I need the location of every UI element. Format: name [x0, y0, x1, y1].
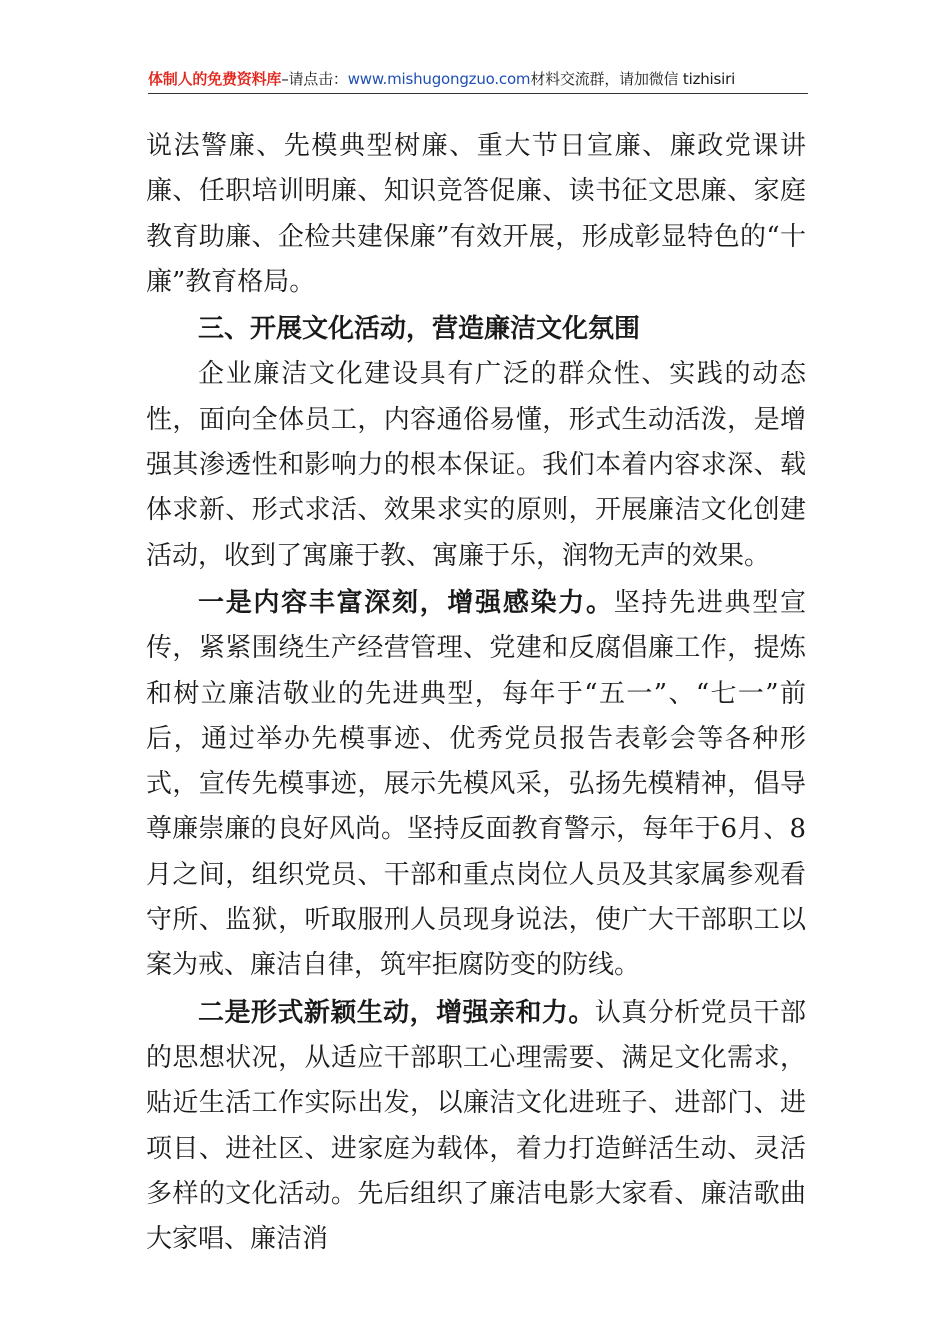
paragraph-4-lead: 二是形式新颖生动，增强亲和力。	[198, 997, 595, 1028]
paragraph-3-lead: 一是内容丰富深刻，增强感染力。	[198, 587, 614, 618]
header-brand: 体制人的免费资料库	[148, 70, 282, 88]
paragraph-3-body: 坚持先进典型宣传，紧紧围绕生产经营管理、党建和反腐倡廉工作，提炼和树立廉洁敬业的先进典型，每年于“五一”、“七一”前后，通过举办先模事迹、优秀党员报告表彰会等各种形式，宣传先模事迹，展示先模风采，弘扬先模精神，倡导尊廉崇廉的良好风尚。坚持反面教育警示，每年于6月、8月之间，组织党员、干部和重点岗位人员及其家属参观看守所、监狱，听取服刑人员现身说法，使广大干部职工以案为戒、廉洁自律，筑牢拒腐防变的防线。	[146, 587, 806, 981]
paragraph-1: 说法警廉、先模典型树廉、重大节日宣廉、廉政党课讲廉、任职培训明廉、知识竞答促廉、读书征文思廉、家庭教育助廉、企检共建保廉”有效开展，形成彰显特色的“十廉”教育格局。	[146, 131, 806, 297]
header-url-link[interactable]: www.mishugongzuo.com	[347, 70, 531, 88]
paragraph-3	[146, 581, 806, 989]
header-prompt: –请点击：	[281, 70, 348, 88]
header-tail: 材料交流群，请加微信 tizhisiri	[530, 70, 736, 88]
paragraph-4	[146, 991, 806, 1263]
document-body	[146, 124, 806, 1262]
paragraph-4-body: 认真分析党员干部的思想状况，从适应干部职工心理需要、满足文化需求，贴近生活工作实际出发，以廉洁文化进班子、进部门、进项目、进社区、进家庭为载体，着力打造鲜活生动、灵活多样的文化活动。先后组织了廉洁电影大家看、廉洁歌曲大家唱、廉洁消	[146, 997, 806, 1255]
page-header	[148, 68, 808, 94]
paragraph-2: 企业廉洁文化建设具有广泛的群众性、实践的动态性，面向全体员工，内容通俗易懂，形式生动活泼，是增强其渗透性和影响力的根本保证。我们本着内容求深、载体求新、形式求活、效果求实的原则，开展廉洁文化创建活动，收到了寓廉于教、寓廉于乐，润物无声的效果。	[146, 359, 806, 571]
section-heading-3: 三、开展文化活动，营造廉洁文化氛围	[198, 314, 641, 345]
